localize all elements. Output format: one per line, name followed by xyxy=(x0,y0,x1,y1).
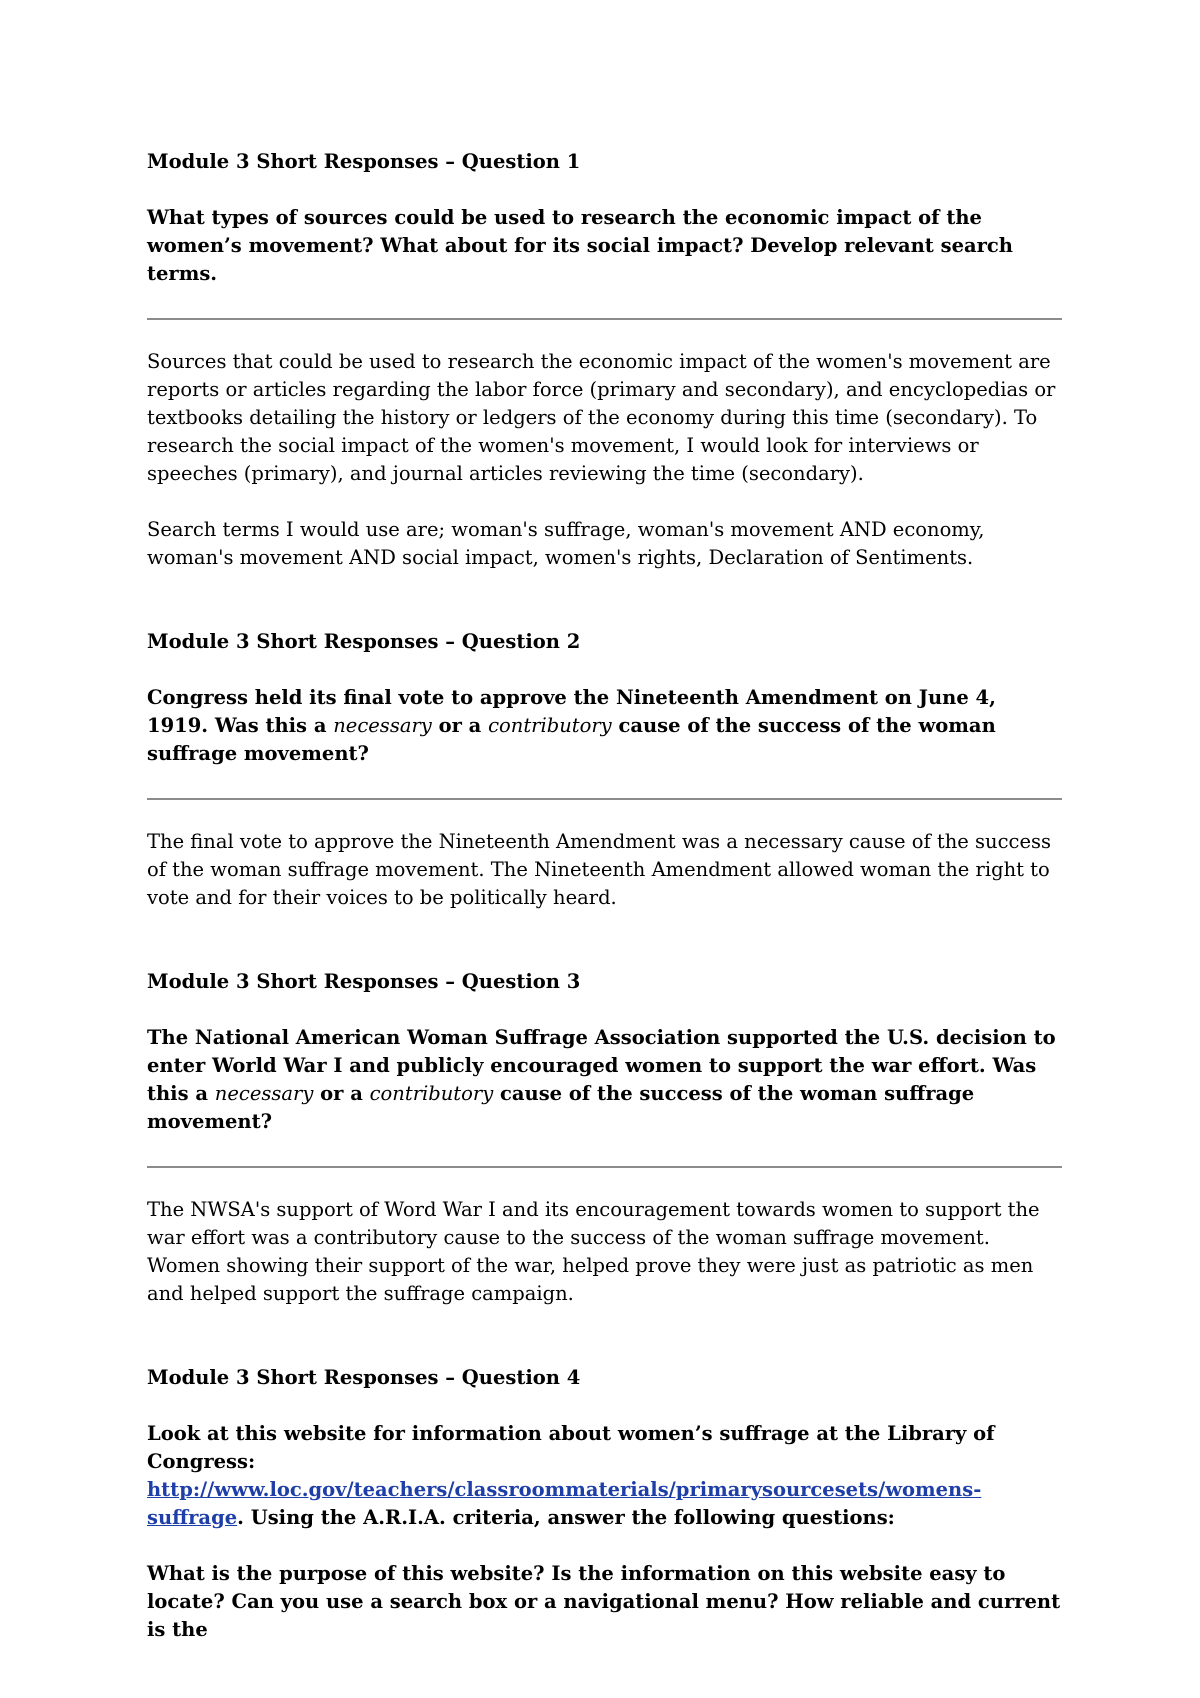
prompt-text: . Using the A.R.I.A. criteria, answer the following questions: xyxy=(237,1506,895,1529)
prompt-term-contributory: contributory xyxy=(488,714,612,737)
question-1-prompt: What types of sources could be used to research the economic impact of the women’s movement? What about for its social impact? Develop relevant search terms. xyxy=(147,206,1013,285)
prompt-text: The National American Woman Suffrage Association supported the U.S. decision to enter World War I and publicly encouraged women to support the war effort. Was this a xyxy=(147,1026,1056,1105)
question-2-answer-paragraph-1: The final vote to approve the Nineteenth Amendment was a necessary cause of the success of the woman suffrage movement. The Nineteenth Amendment allowed woman the right to vote and for their voices to be politically heard. xyxy=(147,830,1052,909)
question-4-subquestions: What is the purpose of this website? Is the information on this website easy to locate? Can you use a search box or a navigational menu? How reliable and current is the xyxy=(147,1562,1061,1641)
question-1-answer-paragraph-2: Search terms I would use are; woman's suffrage, woman's movement AND economy, woman's movement AND social impact, women's rights, Declaration of Sentiments. xyxy=(147,518,985,569)
prompt-text: Congress held its final vote to approve the Nineteenth Amendment on June 4, 1919. Was this a xyxy=(147,686,996,737)
question-4-heading: Module 3 Short Responses – Question 4 xyxy=(147,1366,581,1389)
question-3-answer-paragraph-1: The NWSA's support of Word War I and its encouragement towards women to support the war effort was a contributory cause to the success of the woman suffrage movement. Women showing their support of the war, helped prove they were just as patriotic as men and helped support the suffrage campaign. xyxy=(147,1198,1040,1305)
prompt-text: cause of the success of the woman suffrage movement? xyxy=(147,1082,975,1133)
question-3-prompt xyxy=(147,1024,1062,1136)
prompt-term-contributory: contributory xyxy=(369,1082,494,1105)
loc-womens-suffrage-link[interactable]: http://www.loc.gov/teachers/classroommaterials/primarysourcesets/womens-suffrage xyxy=(147,1478,982,1529)
prompt-text: cause of the success of the woman suffrage movement? xyxy=(147,714,996,765)
prompt-text: or a xyxy=(313,1082,370,1105)
prompt-term-necessary: necessary xyxy=(333,714,432,737)
question-4-prompt xyxy=(147,1420,1062,1532)
question-1-heading: Module 3 Short Responses – Question 1 xyxy=(147,150,581,173)
document-page xyxy=(147,148,1062,1644)
prompt-text: Look at this website for information about women’s suffrage at the Library of Congress: xyxy=(147,1422,995,1473)
question-2-prompt xyxy=(147,684,1062,768)
question-2-heading: Module 3 Short Responses – Question 2 xyxy=(147,630,581,653)
question-3-heading: Module 3 Short Responses – Question 3 xyxy=(147,970,581,993)
prompt-term-necessary: necessary xyxy=(214,1082,314,1105)
prompt-text: or a xyxy=(431,714,489,737)
question-1-answer-paragraph-1: Sources that could be used to research the economic impact of the women's movement are reports or articles regarding the labor force (primary and secondary), and encyclopedias or textbooks detailing the history or ledgers of the economy during this time (secondary). To research the social impact of the women's movement, I would look for interviews or speeches (primary), and journal articles reviewing the time (secondary). xyxy=(147,350,1056,485)
